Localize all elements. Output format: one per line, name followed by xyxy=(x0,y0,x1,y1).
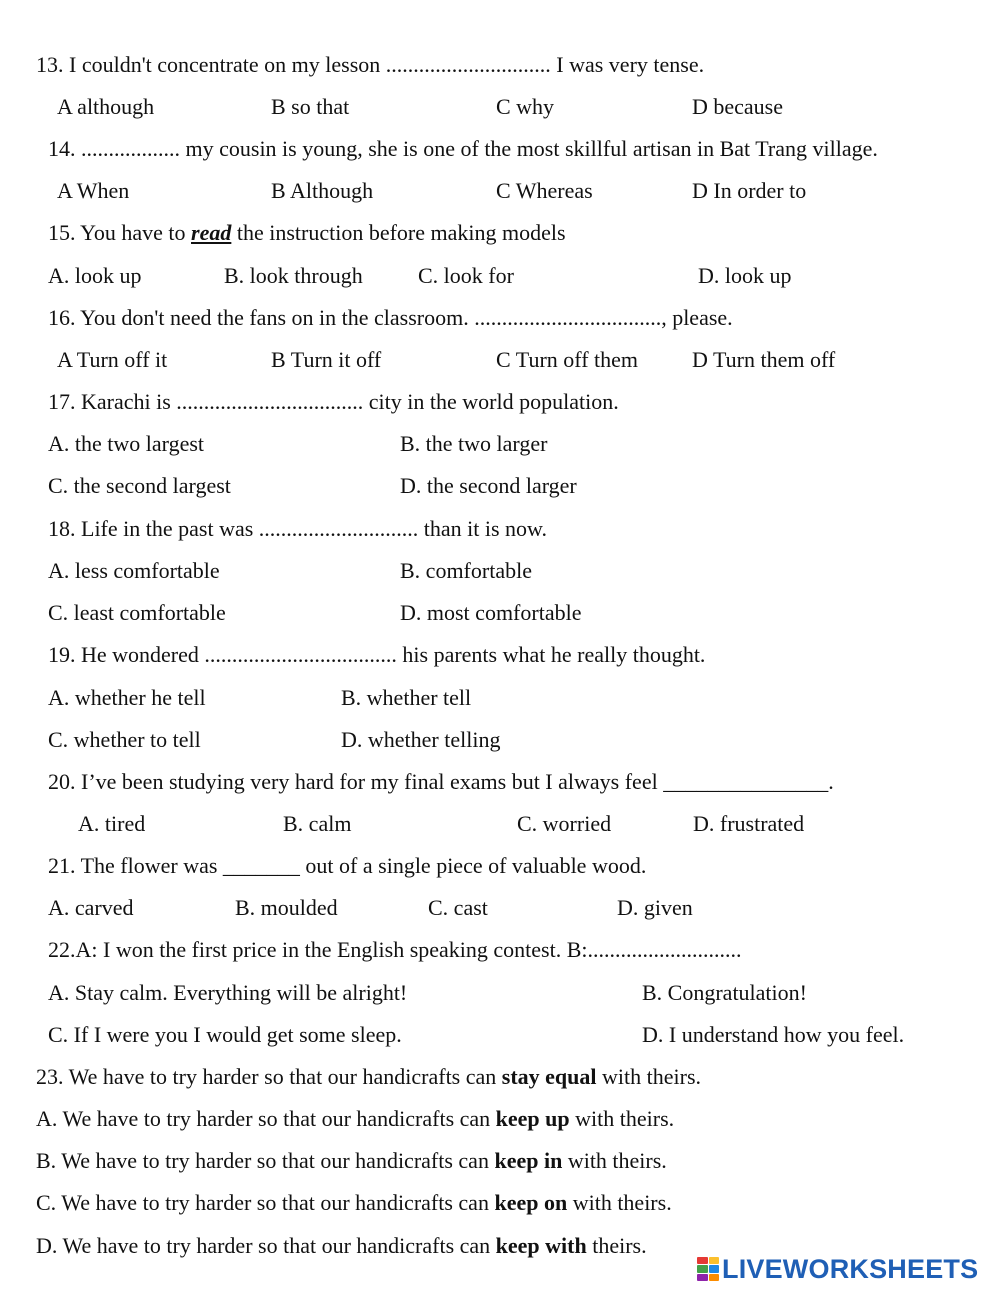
q19-stem: 19. He wondered ................................... his parents what he really thought. xyxy=(48,642,706,667)
q18-stem: 18. Life in the past was ............................. than it is now. xyxy=(48,516,548,541)
q14-stem: 14. .................. my cousin is young, she is one of the most skillful artisan in Bat Trang village. xyxy=(48,136,878,161)
q23-stem xyxy=(36,1064,701,1090)
q23-option-b[interactable] xyxy=(36,1148,667,1174)
q15-stem-before: 15. You have to xyxy=(48,220,192,245)
q14-option-b[interactable]: B Although xyxy=(271,178,374,203)
q21-option-d[interactable]: D. given xyxy=(617,895,693,920)
q19-option-c[interactable]: C. whether to tell xyxy=(48,727,201,752)
q19-option-d[interactable]: D. whether telling xyxy=(341,727,501,752)
q16-option-c[interactable]: C Turn off them xyxy=(496,347,639,372)
liveworksheets-logo-icon xyxy=(697,1257,719,1281)
q19-option-b[interactable]: B. whether tell xyxy=(341,685,472,710)
q14-option-a[interactable]: A When xyxy=(57,178,130,203)
q23-stem-before: 23. We have to try harder so that our handicrafts can xyxy=(36,1064,502,1089)
q16-option-b[interactable]: B Turn it off xyxy=(271,347,382,372)
q15-stem-after: the instruction before making models xyxy=(231,220,566,245)
q22-stem: 22.A: I won the first price in the English speaking contest. B:............................ xyxy=(48,937,742,962)
q20-option-b[interactable]: B. calm xyxy=(283,811,352,836)
q18-option-c[interactable]: C. least comfortable xyxy=(48,600,226,625)
q13-option-d[interactable]: D because xyxy=(692,94,784,119)
q15-stem xyxy=(48,220,566,246)
q16-option-a[interactable]: A Turn off it xyxy=(57,347,168,372)
liveworksheets-logo-text: LIVEWORKSHEETS xyxy=(722,1253,979,1284)
q17-option-d[interactable]: D. the second larger xyxy=(400,473,577,498)
q22-option-b[interactable]: B. Congratulation! xyxy=(642,980,807,1005)
liveworksheets-watermark xyxy=(697,1254,978,1284)
q23-option-a-key: keep up xyxy=(495,1106,570,1131)
q21-stem: 21. The flower was _______ out of a single piece of valuable wood. xyxy=(48,853,647,878)
q20-stem: 20. I’ve been studying very hard for my final exams but I always feel _______________. xyxy=(48,769,834,794)
q23-option-a-after: with theirs. xyxy=(569,1106,675,1131)
q16-option-d[interactable]: D Turn them off xyxy=(692,347,836,372)
q20-option-d[interactable]: D. frustrated xyxy=(693,811,805,836)
q22-option-c[interactable]: C. If I were you I would get some sleep. xyxy=(48,1022,402,1047)
q13-stem: 13. I couldn't concentrate on my lesson .............................. I was very tense. xyxy=(36,52,705,77)
q23-option-a-before: A. We have to try harder so that our handicrafts can xyxy=(36,1106,496,1131)
q15-key-word: read xyxy=(191,220,232,245)
q17-option-c[interactable]: C. the second largest xyxy=(48,473,231,498)
q23-option-d-key: keep with xyxy=(495,1233,587,1258)
q17-option-b[interactable]: B. the two larger xyxy=(400,431,548,456)
q15-option-b[interactable]: B. look through xyxy=(224,263,363,288)
q13-option-c[interactable]: C why xyxy=(496,94,555,119)
q17-option-a[interactable]: A. the two largest xyxy=(48,431,205,456)
q23-option-d-after: theirs. xyxy=(586,1233,647,1258)
q23-option-a[interactable] xyxy=(36,1106,674,1132)
q17-stem: 17. Karachi is .................................. city in the world population. xyxy=(48,389,619,414)
q18-option-a[interactable]: A. less comfortable xyxy=(48,558,220,583)
q21-option-a[interactable]: A. carved xyxy=(48,895,134,920)
q23-option-b-after: with theirs. xyxy=(562,1148,667,1173)
q23-option-c[interactable] xyxy=(36,1190,672,1216)
q22-option-d[interactable]: D. I understand how you feel. xyxy=(642,1022,905,1047)
q13-option-b[interactable]: B so that xyxy=(271,94,350,119)
q23-option-d-before: D. We have to try harder so that our handicrafts can xyxy=(36,1233,496,1258)
q13-option-a[interactable]: A although xyxy=(57,94,155,119)
q20-option-c[interactable]: C. worried xyxy=(517,811,612,836)
q18-option-b[interactable]: B. comfortable xyxy=(400,558,532,583)
q23-option-c-before: C. We have to try harder so that our handicrafts can xyxy=(36,1190,495,1215)
q14-option-d[interactable]: D In order to xyxy=(692,178,807,203)
q23-option-d[interactable] xyxy=(36,1233,647,1259)
q14-option-c[interactable]: C Whereas xyxy=(496,178,593,203)
q15-option-a[interactable]: A. look up xyxy=(48,263,142,288)
q19-option-a[interactable]: A. whether he tell xyxy=(48,685,206,710)
q23-key-phrase: stay equal xyxy=(501,1064,597,1089)
q22-option-a[interactable]: A. Stay calm. Everything will be alright! xyxy=(48,980,408,1005)
q23-option-c-key: keep on xyxy=(494,1190,568,1215)
q21-option-b[interactable]: B. moulded xyxy=(235,895,338,920)
q23-option-c-after: with theirs. xyxy=(567,1190,672,1215)
q23-option-b-key: keep in xyxy=(494,1148,563,1173)
q15-option-d[interactable]: D. look up xyxy=(698,263,792,288)
q23-stem-after: with theirs. xyxy=(596,1064,702,1089)
q23-option-b-before: B. We have to try harder so that our handicrafts can xyxy=(36,1148,495,1173)
q15-option-c[interactable]: C. look for xyxy=(418,263,514,288)
q21-option-c[interactable]: C. cast xyxy=(428,895,488,920)
q16-stem: 16. You don't need the fans on in the classroom. .................................., please. xyxy=(48,305,733,330)
q18-option-d[interactable]: D. most comfortable xyxy=(400,600,582,625)
q20-option-a[interactable]: A. tired xyxy=(78,811,146,836)
